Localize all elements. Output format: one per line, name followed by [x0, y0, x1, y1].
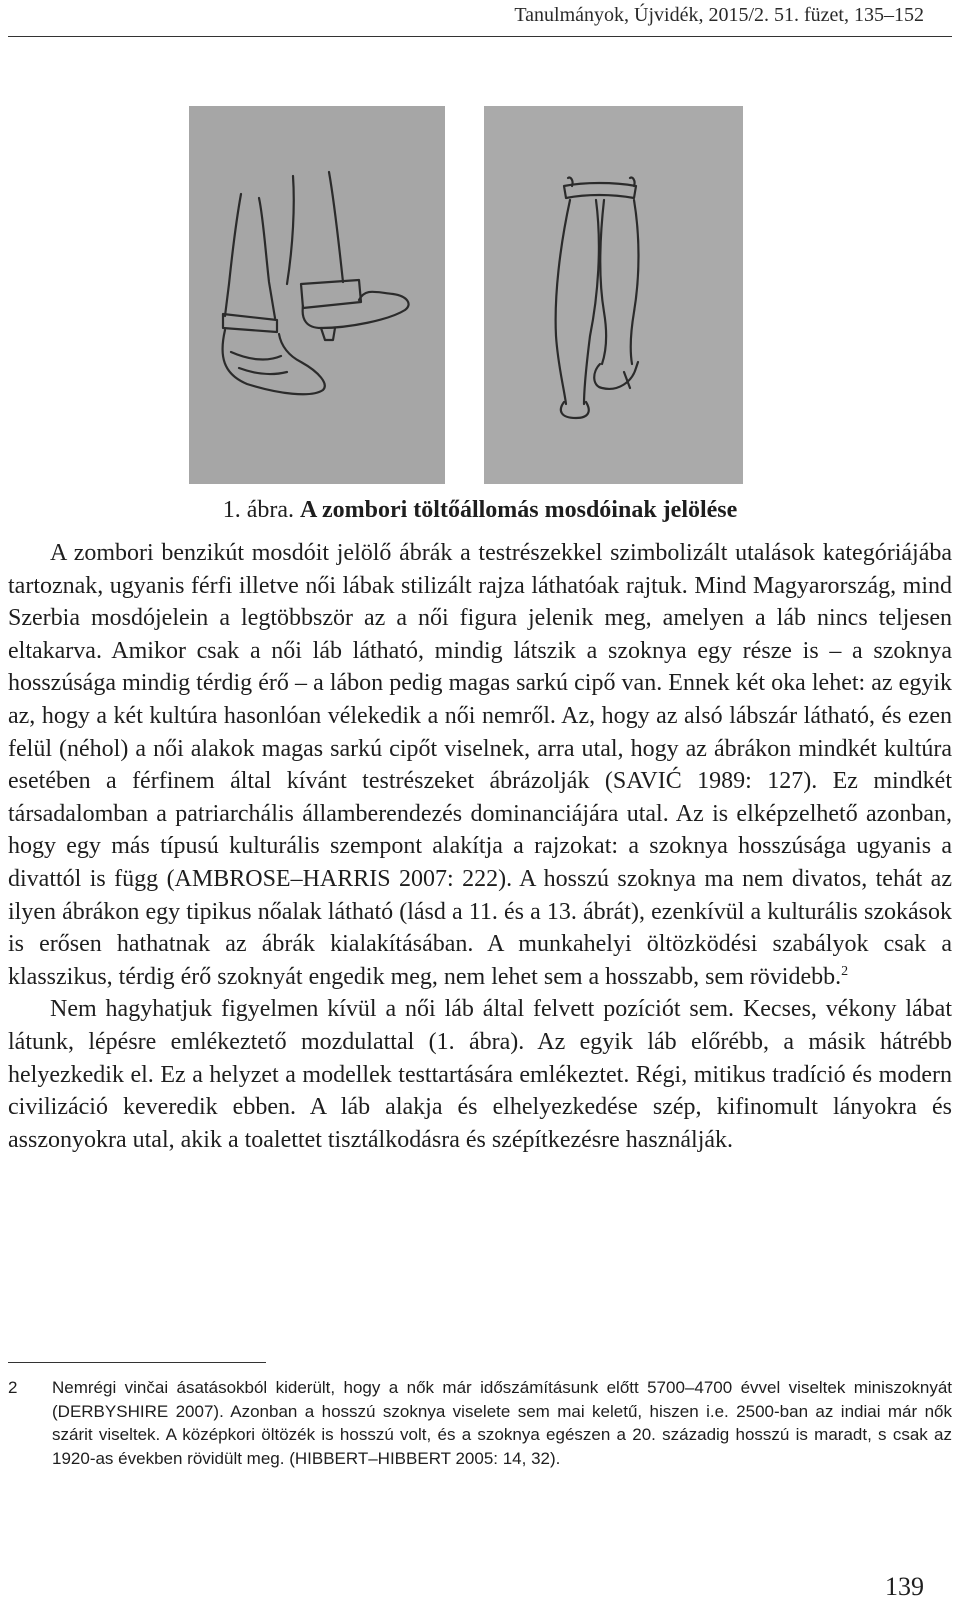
- page-number: 139: [885, 1572, 924, 1601]
- paragraph-1: [8, 537, 952, 993]
- header-divider: [8, 36, 952, 37]
- footnote: [8, 1376, 952, 1470]
- running-header: Tanulmányok, Újvidék, 2015/2. 51. füzet, 135–152: [514, 4, 924, 26]
- women-legs-icon: [484, 106, 743, 484]
- footnote-number: 2: [8, 1378, 18, 1397]
- main-text: [8, 537, 952, 1156]
- paragraph-2: Nem hagyhatjuk figyelmen kívül a női láb által felvett pozíciót sem. Kecses, vékony lábat látunk, lépésre emlékeztető mozdulattal (1. ábra). Az egyik láb előrébb, a másik hátrébb helyezkedik el. Ez a helyzet a modellek testtartására emlékeztet. Régi, mitikus tradíció és modern civilizáció keveredik ebben. A láb alakja és elhelyezkedése szép, kifinomult lányokra és asszonyokra utal, akik a toalettet tisztálkodásra és szépítkezésre használják.: [8, 996, 952, 1153]
- figure-caption: [0, 497, 960, 524]
- figure-1: [0, 106, 960, 484]
- caption-number: 1. ábra.: [222, 497, 294, 523]
- men-legs-photo: [189, 106, 445, 484]
- women-legs-photo: [484, 106, 743, 484]
- footnote-divider: [8, 1362, 266, 1363]
- footnote-ref[interactable]: 2: [841, 963, 849, 979]
- paragraph-1-text: A zombori benzikút mosdóit jelölő ábrák a testrészekkel szimbolizált utalások kategóriájába tartoznak, ugyanis férfi illetve női lábak stilizált rajza láthatóak rajtuk. Mind Magyarország, mind Szerbia mosdójelein a legtöbbször az a női figura jelenik meg, amelyen a láb nincs teljesen eltakarva. Amikor csak a női láb látható, mindig látszik a szoknya egy része is – a szoknya hosszúsága mindig térdig érő – a lábon pedig magas sarkú cipő van. Ennek két oka lehet: az egyik az, hogy a két kultúra hasonlóan vélekedik a női nemről. Az, hogy az alsó lábszár látható, és ezen felül (néhol) a női alakok magas sarkú cipőt viselnek, arra utal, hogy az ábrákon mindkét kultúra esetében a férfinem által kívánt testrészeket ábrázolják (SAVIĆ 1989: 127). Ez mindkét társadalomban a patriarchális államberendezés dominanciájára utal. Az is elképzelhető azonban, hogy egy más típusú kulturális szempont alakítja a rajzokat: a szoknya hosszúsága ugyanis a divattól is függ (AMBROSE–HARRIS 2007: 222). A hosszú szoknya ma nem divatos, tehát az ilyen ábrákon egy tipikus nőalak látható (lásd a 11. és a 13. ábrát), ezenkívül a kulturális szokások is erősen hathatnak az ábrák kialakításában. A munkahelyi öltözködési szabályok csak a klasszikus, térdig érő szoknyát engedik meg, nem lehet sem a hosszabb, sem rövidebb.: [8, 540, 952, 990]
- footnote-text: Nemrégi vinčai ásatásokból kiderült, hogy a nők már időszámításunk előtt 5700–4700 évvel viseltek miniszoknyát (DERBYSHIRE 2007). Azonban a hosszú szoknya viselete sem mai keletű, hiszen i.e. 2500-ban az indiai már nők szárit viseltek. A középkori öltözék is hosszú volt, és a szoknya egészen a 20. századig hosszú is maradt, s csak az 1920-as években rövidült meg. (HIBBERT–HIBBERT 2005: 14, 32).: [52, 1378, 952, 1468]
- caption-title: A zombori töltőállomás mosdóinak jelölése: [299, 497, 738, 523]
- men-legs-icon: [189, 106, 445, 484]
